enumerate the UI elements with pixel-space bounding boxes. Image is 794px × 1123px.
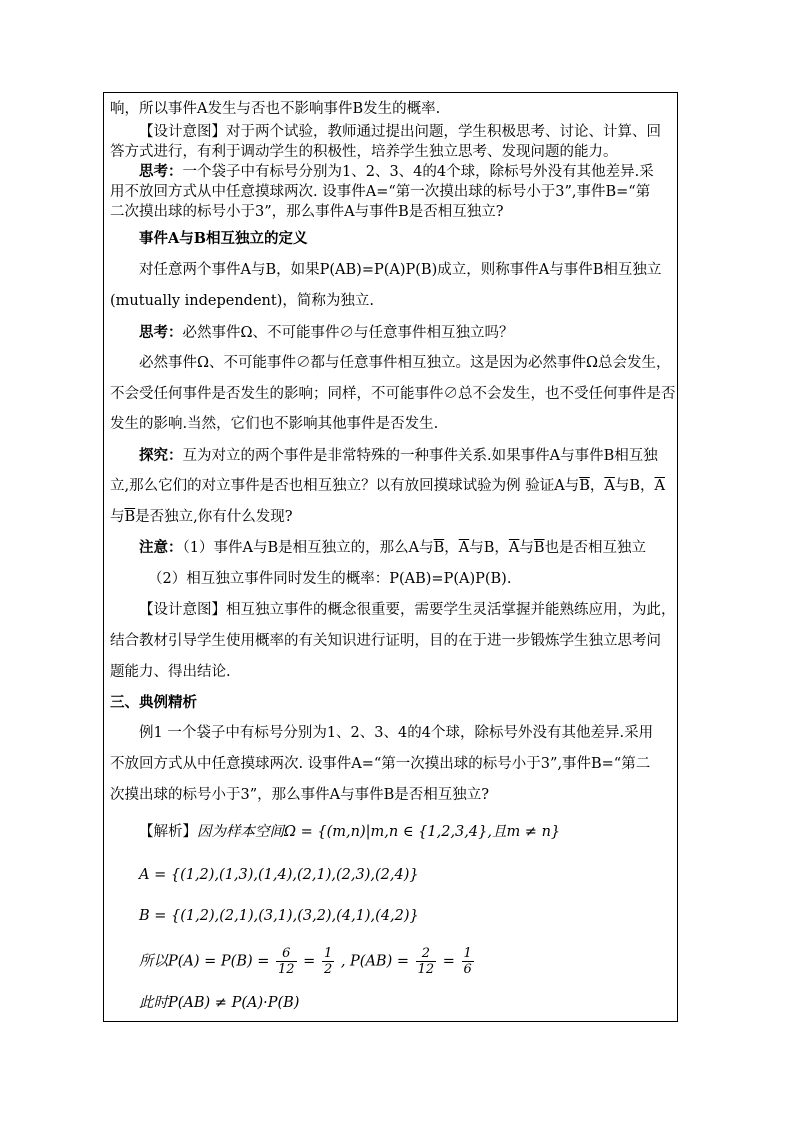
definition-text: 对任意两个事件A与B，如果P(AB)=P(A)P(B)成立，则称事件A与事件B相互独立 [139,262,662,278]
example-1: 例1 一个袋子中有标号分别为1、2、3、4的4个球，除标号外没有其他差异.采用 [139,725,654,741]
think-1: 思考：一个袋子中有标号分别为1、2、3、4的4个球，除标号外没有其他差异.采 [139,163,654,180]
think-2: 思考：必然事件Ω、不可能事件∅与任意事件相互独立吗？ [139,324,514,341]
line-5: 用不放回方式从中任意摸球两次. 设事件A=“第一次摸出球的标号小于3”,事件B=“第 [110,184,651,200]
section-heading-examples: 三、典例精析 [110,694,197,711]
line-16: 与$\overline{B}$是否独立,你有什么发现? [110,509,293,525]
note-1: 注意：（1）事件A与B是相互独立的，那么A与$\overline{B}$，$\overline{A}$与B，$\overline{A}$与$\overline{B}$也是否相互独立 [139,539,647,556]
line-13: 发生的影响.当然，它们也不影响其他事件是否发生. [110,416,439,432]
line-20: 结合教材引导学生使用概率的有关知识进行证明，目的在于进一步锻炼学生独立思考问 [110,633,661,649]
line-15: 立,那么它们的对立事件是否也相互独立？以有放回摸球试验为例 验证A与$\overline{B}$，$\overline{A}$与B，$\overline{A}$ [110,478,665,494]
probabilities: 所以P(A) = P(B) = $\frac{6}{12}$ = $\frac{1}{2}$ , P(AB) = $\frac{2}{12}$ = $\frac{1}{6}$ [139,946,472,977]
definition-text-2: (mutually independent)，简称为独立. [110,293,374,309]
line-12: 不会受任何事件是否发生的影响；同样，不可能事件∅总不会发生，也不受任何事件是否 [110,386,676,402]
definition-heading: 事件A与B相互独立的定义 [139,230,308,247]
line-6: 二次摸出球的标号小于3”，那么事件A与事件B是否相互独立? [110,204,504,220]
set-a: A = {(1,2),(1,3),(1,4),(2,1),(2,3),(2,4)} [139,867,419,883]
fraction-1-2: $\frac{1}{2}$ [323,946,333,977]
explore: 探究：互为对立的两个事件是非常特殊的一种事件关系.如果事件A与事件B相互独 [139,447,658,464]
line-3: 答方式进行，有利于调动学生的积极性，培养学生独立思考、发现问题的能力。 [110,144,618,160]
design-intent-1: 【设计意图】对于两个试验，教师通过提出问题，学生积极思考、讨论、计算、回 [139,124,661,140]
note-2: （2）相互独立事件同时发生的概率：P(AB)=P(A)P(B). [148,571,512,587]
conclusion: 此时P(AB) ≠ P(A)·P(B) [139,995,300,1011]
line-24: 不放回方式从中任意摸球两次. 设事件A=“第一次摸出球的标号小于3”,事件B=“第二 [110,756,651,772]
line-11: 必然事件Ω、不可能事件∅都与任意事件相互独立。这是因为必然事件Ω总会发生， [139,355,671,371]
set-b: B = {(1,2),(2,1),(3,1),(3,2),(4,1),(4,2)} [139,908,419,924]
line-25: 次摸出球的标号小于3”，那么事件A与事件B是否相互独立? [110,787,490,803]
solution-sample-space: 【解析】因为样本空间Ω = {(m,n)|m,n ∈ {1,2,3,4},且m ≠ n} [139,824,561,840]
line-1: 响，所以事件A发生与否也不影响事件B发生的概率. [110,101,441,117]
fraction-6-12: $\frac{6}{12}$ [278,946,295,977]
fraction-2-12: $\frac{2}{12}$ [417,946,435,977]
design-intent-2: 【设计意图】相互独立事件的概念很重要，需要学生灵活掌握并能熟练应用，为此， [139,602,676,618]
fraction-1-6: $\frac{1}{6}$ [463,946,472,977]
line-21: 题能力、得出结论. [110,664,231,680]
